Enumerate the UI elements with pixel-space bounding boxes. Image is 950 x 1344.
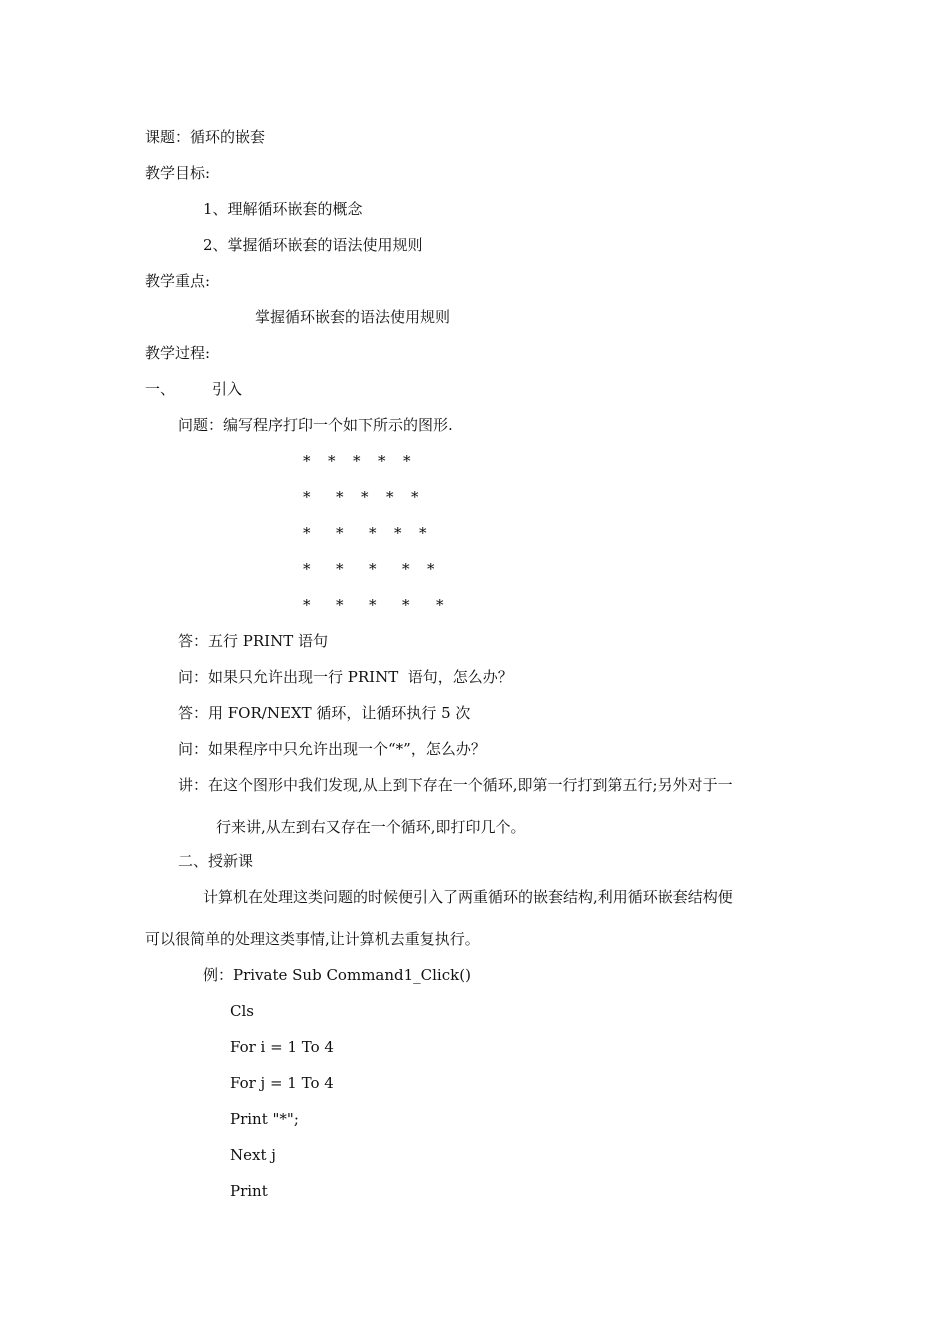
section2-title: 二、授新课 — [178, 852, 254, 870]
paragraph-line: 可以很简单的处理这类事情,让计算机去重复执行。 — [145, 930, 480, 948]
star: * — [336, 596, 344, 614]
star: * — [386, 488, 394, 506]
code-line: Next j — [230, 1146, 276, 1164]
goals-label: 教学目标: — [145, 164, 211, 182]
qa-line: 问：如果程序中只允许出现一个“*”，怎么办？ — [178, 740, 486, 758]
topic-line: 课题：循环的嵌套 — [145, 128, 266, 146]
goal-item: 2、掌握循环嵌套的语法使用规则 — [203, 236, 423, 254]
qa-line: 行来讲,从左到右又存在一个循环,即打印几个。 — [216, 818, 526, 836]
star: * — [427, 560, 435, 578]
star: * — [403, 452, 411, 470]
example-label: 例：Private Sub Command1_Click() — [203, 966, 471, 984]
code-line: Cls — [230, 1002, 254, 1020]
goal-item: 1、理解循环嵌套的概念 — [203, 200, 363, 218]
qa-line: 答：用 FOR/NEXT 循环，让循环执行 5 次 — [178, 704, 471, 722]
key-point: 掌握循环嵌套的语法使用规则 — [255, 308, 451, 326]
star: * — [369, 596, 377, 614]
star: * — [361, 488, 369, 506]
star: * — [303, 488, 311, 506]
star: * — [328, 452, 336, 470]
code-line: For i = 1 To 4 — [230, 1038, 334, 1056]
star: * — [378, 452, 386, 470]
star: * — [402, 560, 410, 578]
star: * — [303, 560, 311, 578]
section1-title: 引入 — [212, 380, 243, 398]
qa-line: 答：五行 PRINT 语句 — [178, 632, 328, 650]
question-line: 问题：编写程序打印一个如下所示的图形. — [178, 416, 453, 434]
process-label: 教学过程: — [145, 344, 211, 362]
code-line: Print — [230, 1182, 268, 1200]
star: * — [303, 524, 311, 542]
star: * — [419, 524, 427, 542]
star: * — [336, 560, 344, 578]
star: * — [353, 452, 361, 470]
star: * — [369, 560, 377, 578]
key-label: 教学重点: — [145, 272, 211, 290]
star: * — [402, 596, 410, 614]
star: * — [336, 524, 344, 542]
code-line: Print "*"; — [230, 1110, 299, 1128]
star: * — [411, 488, 419, 506]
star: * — [303, 452, 311, 470]
section1-number: 一、 — [145, 380, 176, 398]
star: * — [369, 524, 377, 542]
qa-line: 问：如果只允许出现一行 PRINT 语句，怎么办？ — [178, 668, 513, 686]
qa-line: 讲：在这个图形中我们发现,从上到下存在一个循环,即第一行打到第五行;另外对于一 — [178, 776, 733, 794]
star: * — [394, 524, 402, 542]
star: * — [436, 596, 444, 614]
code-line: For j = 1 To 4 — [230, 1074, 334, 1092]
star: * — [336, 488, 344, 506]
paragraph-line: 计算机在处理这类问题的时候便引入了两重循环的嵌套结构,利用循环嵌套结构便 — [203, 888, 733, 906]
star: * — [303, 596, 311, 614]
